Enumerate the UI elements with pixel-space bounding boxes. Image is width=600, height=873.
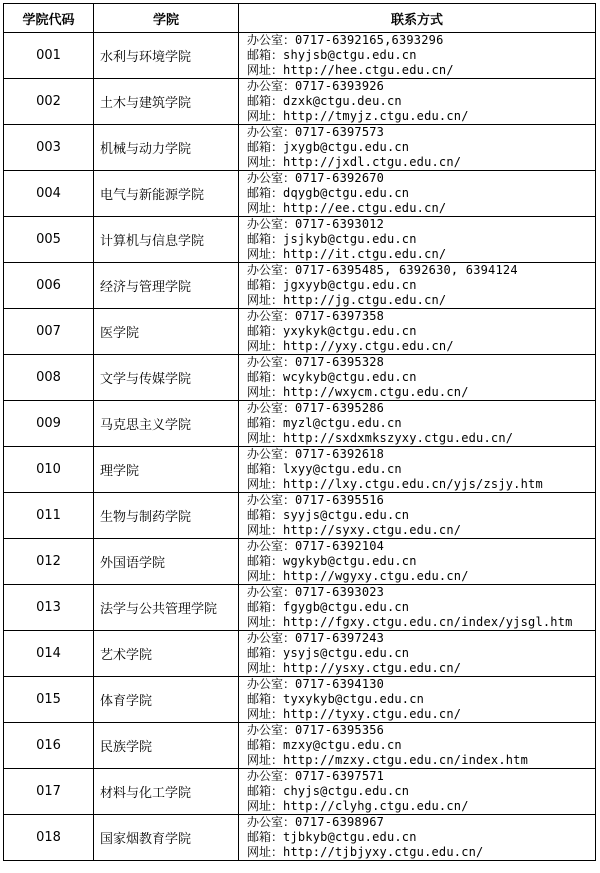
college-code: 003 — [4, 125, 94, 171]
website-label: 网址： — [247, 569, 284, 583]
college-code: 008 — [4, 355, 94, 401]
email-label: 邮箱： — [247, 370, 284, 384]
college-contact-table — [3, 3, 596, 861]
college-name: 国家烟教育学院 — [94, 815, 239, 861]
office-label: 办公室： — [247, 815, 296, 829]
website-label: 网址： — [247, 155, 284, 169]
office-label: 办公室： — [247, 447, 296, 461]
website-link[interactable]: http://tyxy.ctgu.edu.cn/ — [283, 707, 462, 721]
website-link[interactable]: http://syxy.ctgu.edu.cn/ — [283, 523, 462, 537]
email-label: 邮箱： — [247, 416, 284, 430]
college-code: 015 — [4, 677, 94, 723]
office-phone: 0717-6395356 — [295, 723, 385, 737]
email-line — [247, 830, 595, 845]
office-phone: 0717-6397571 — [295, 769, 385, 783]
table-row — [4, 309, 596, 355]
website-link[interactable]: http://fgxy.ctgu.edu.cn/index/yjsgl.htm — [283, 615, 573, 629]
website-label: 网址： — [247, 109, 284, 123]
email-line — [247, 186, 595, 201]
website-link[interactable]: http://sxdxmkszyxy.ctgu.edu.cn/ — [283, 431, 514, 445]
table-row — [4, 171, 596, 217]
college-name: 电气与新能源学院 — [94, 171, 239, 217]
college-name: 机械与动力学院 — [94, 125, 239, 171]
office-label: 办公室： — [247, 631, 296, 645]
college-code: 017 — [4, 769, 94, 815]
office-phone: 0717-6392618 — [295, 447, 385, 461]
college-code: 016 — [4, 723, 94, 769]
email-line — [247, 370, 595, 385]
college-name: 医学院 — [94, 309, 239, 355]
office-phone: 0717-6397243 — [295, 631, 385, 645]
office-label: 办公室： — [247, 217, 296, 231]
office-label: 办公室： — [247, 585, 296, 599]
website-line — [247, 615, 595, 630]
office-phone: 0717-6392165,6393296 — [295, 33, 444, 47]
email-address: mzxy@ctgu.edu.cn — [283, 738, 402, 752]
email-address: syyjs@ctgu.edu.cn — [283, 508, 410, 522]
header-row — [4, 4, 596, 33]
website-label: 网址： — [247, 293, 284, 307]
email-line — [247, 738, 595, 753]
header-code: 学院代码 — [4, 4, 94, 33]
table-row — [4, 79, 596, 125]
college-name: 文学与传媒学院 — [94, 355, 239, 401]
email-address: dzxk@ctgu.deu.cn — [283, 94, 402, 108]
contact-cell — [239, 631, 596, 677]
website-line — [247, 753, 595, 768]
website-link[interactable]: http://mzxy.ctgu.edu.cn/index.htm — [283, 753, 529, 767]
email-line — [247, 48, 595, 63]
email-line — [247, 140, 595, 155]
website-label: 网址： — [247, 707, 284, 721]
college-name: 法学与公共管理学院 — [94, 585, 239, 631]
website-link[interactable]: http://jxdl.ctgu.edu.cn/ — [283, 155, 462, 169]
office-label: 办公室： — [247, 493, 296, 507]
contact-cell — [239, 585, 596, 631]
website-line — [247, 477, 595, 492]
email-label: 邮箱： — [247, 554, 284, 568]
website-line — [247, 293, 595, 308]
college-code: 006 — [4, 263, 94, 309]
website-label: 网址： — [247, 385, 284, 399]
email-address: dqygb@ctgu.edu.cn — [283, 186, 410, 200]
website-link[interactable]: http://yxy.ctgu.edu.cn/ — [283, 339, 454, 353]
contact-cell — [239, 125, 596, 171]
office-line — [247, 585, 595, 600]
office-line — [247, 125, 595, 140]
table-row — [4, 585, 596, 631]
contact-cell — [239, 33, 596, 79]
email-label: 邮箱： — [247, 232, 284, 246]
contact-cell — [239, 677, 596, 723]
email-address: myzl@ctgu.edu.cn — [283, 416, 402, 430]
website-line — [247, 569, 595, 584]
email-label: 邮箱： — [247, 508, 284, 522]
office-phone: 0717-6392670 — [295, 171, 385, 185]
website-label: 网址： — [247, 201, 284, 215]
table-row — [4, 355, 596, 401]
header-college: 学院 — [94, 4, 239, 33]
website-line — [247, 247, 595, 262]
office-line — [247, 263, 595, 278]
college-name: 计算机与信息学院 — [94, 217, 239, 263]
table-row — [4, 539, 596, 585]
contact-cell — [239, 355, 596, 401]
office-phone: 0717-6392104 — [295, 539, 385, 553]
college-name: 体育学院 — [94, 677, 239, 723]
email-address: chyjs@ctgu.edu.cn — [283, 784, 410, 798]
email-label: 邮箱： — [247, 600, 284, 614]
office-line — [247, 79, 595, 94]
table-row — [4, 217, 596, 263]
website-line — [247, 845, 595, 860]
email-address: wcykyb@ctgu.edu.cn — [283, 370, 417, 384]
office-phone: 0717-6394130 — [295, 677, 385, 691]
email-label: 邮箱： — [247, 646, 284, 660]
college-code: 004 — [4, 171, 94, 217]
office-line — [247, 815, 595, 830]
college-name: 材料与化工学院 — [94, 769, 239, 815]
website-line — [247, 155, 595, 170]
office-label: 办公室： — [247, 677, 296, 691]
table-row — [4, 631, 596, 677]
website-line — [247, 707, 595, 722]
website-label: 网址： — [247, 523, 284, 537]
website-line — [247, 385, 595, 400]
website-link[interactable]: http://tmyjz.ctgu.edu.cn/ — [283, 109, 469, 123]
table-row — [4, 125, 596, 171]
email-line — [247, 462, 595, 477]
website-label: 网址： — [247, 247, 284, 261]
website-label: 网址： — [247, 845, 284, 859]
office-line — [247, 677, 595, 692]
website-label: 网址： — [247, 339, 284, 353]
office-line — [247, 447, 595, 462]
college-name: 经济与管理学院 — [94, 263, 239, 309]
contact-cell — [239, 263, 596, 309]
website-line — [247, 339, 595, 354]
email-address: jsjkyb@ctgu.edu.cn — [283, 232, 417, 246]
table-row — [4, 769, 596, 815]
contact-cell — [239, 493, 596, 539]
website-link[interactable]: http://wgyxy.ctgu.edu.cn/ — [283, 569, 469, 583]
table-row — [4, 263, 596, 309]
table-body — [4, 33, 596, 861]
college-name: 水利与环境学院 — [94, 33, 239, 79]
email-label: 邮箱： — [247, 462, 284, 476]
email-line — [247, 600, 595, 615]
email-line — [247, 278, 595, 293]
college-name: 外国语学院 — [94, 539, 239, 585]
college-code: 005 — [4, 217, 94, 263]
email-label: 邮箱： — [247, 324, 284, 338]
contact-cell — [239, 401, 596, 447]
office-phone: 0717-6395516 — [295, 493, 385, 507]
office-label: 办公室： — [247, 125, 296, 139]
website-label: 网址： — [247, 63, 284, 77]
website-link[interactable]: http://wxycm.ctgu.edu.cn/ — [283, 385, 469, 399]
office-label: 办公室： — [247, 539, 296, 553]
office-phone: 0717-6395485, 6392630, 6394124 — [295, 263, 518, 277]
email-line — [247, 646, 595, 661]
college-code: 012 — [4, 539, 94, 585]
college-code: 001 — [4, 33, 94, 79]
email-address: fgygb@ctgu.edu.cn — [283, 600, 410, 614]
college-code: 018 — [4, 815, 94, 861]
email-address: jgxyyb@ctgu.edu.cn — [283, 278, 417, 292]
website-line — [247, 63, 595, 78]
website-line — [247, 661, 595, 676]
college-name: 马克思主义学院 — [94, 401, 239, 447]
college-code: 002 — [4, 79, 94, 125]
office-phone: 0717-6395286 — [295, 401, 385, 415]
website-line — [247, 799, 595, 814]
email-address: lxyy@ctgu.edu.cn — [283, 462, 402, 476]
email-address: jxygb@ctgu.edu.cn — [283, 140, 410, 154]
office-phone: 0717-6397358 — [295, 309, 385, 323]
email-address: wgykyb@ctgu.edu.cn — [283, 554, 417, 568]
college-code: 013 — [4, 585, 94, 631]
header-contact: 联系方式 — [239, 4, 596, 33]
office-line — [247, 309, 595, 324]
email-label: 邮箱： — [247, 278, 284, 292]
office-line — [247, 355, 595, 370]
email-label: 邮箱： — [247, 48, 284, 62]
contact-cell — [239, 447, 596, 493]
office-label: 办公室： — [247, 309, 296, 323]
college-code: 011 — [4, 493, 94, 539]
website-link[interactable]: http://hee.ctgu.edu.cn/ — [283, 63, 454, 77]
email-label: 邮箱： — [247, 94, 284, 108]
email-label: 邮箱： — [247, 140, 284, 154]
website-line — [247, 109, 595, 124]
office-line — [247, 401, 595, 416]
office-label: 办公室： — [247, 263, 296, 277]
college-name: 艺术学院 — [94, 631, 239, 677]
table-row — [4, 723, 596, 769]
office-line — [247, 769, 595, 784]
website-line — [247, 201, 595, 216]
office-line — [247, 33, 595, 48]
office-line — [247, 539, 595, 554]
email-label: 邮箱： — [247, 186, 284, 200]
email-address: ysyjs@ctgu.edu.cn — [283, 646, 410, 660]
contact-cell — [239, 79, 596, 125]
website-label: 网址： — [247, 753, 284, 767]
website-link[interactable]: http://clyhg.ctgu.edu.cn/ — [283, 799, 469, 813]
website-link[interactable]: http://ysxy.ctgu.edu.cn/ — [283, 661, 462, 675]
website-label: 网址： — [247, 615, 284, 629]
college-name: 土木与建筑学院 — [94, 79, 239, 125]
table-row — [4, 33, 596, 79]
college-name: 理学院 — [94, 447, 239, 493]
email-label: 邮箱： — [247, 830, 284, 844]
office-label: 办公室： — [247, 723, 296, 737]
table-row — [4, 493, 596, 539]
website-label: 网址： — [247, 799, 284, 813]
college-name: 生物与制药学院 — [94, 493, 239, 539]
office-label: 办公室： — [247, 171, 296, 185]
website-label: 网址： — [247, 661, 284, 675]
college-code: 014 — [4, 631, 94, 677]
website-link[interactable]: http://it.ctgu.edu.cn/ — [283, 247, 447, 261]
email-label: 邮箱： — [247, 784, 284, 798]
college-code: 007 — [4, 309, 94, 355]
office-phone: 0717-6397573 — [295, 125, 385, 139]
email-address: tyxykyb@ctgu.edu.cn — [283, 692, 425, 706]
table-row — [4, 401, 596, 447]
office-label: 办公室： — [247, 355, 296, 369]
email-label: 邮箱： — [247, 692, 284, 706]
contact-cell — [239, 309, 596, 355]
website-link[interactable]: http://jg.ctgu.edu.cn/ — [283, 293, 447, 307]
website-label: 网址： — [247, 431, 284, 445]
table-row — [4, 677, 596, 723]
office-label: 办公室： — [247, 401, 296, 415]
office-label: 办公室： — [247, 33, 296, 47]
office-line — [247, 217, 595, 232]
email-label: 邮箱： — [247, 738, 284, 752]
email-line — [247, 232, 595, 247]
email-line — [247, 416, 595, 431]
office-label: 办公室： — [247, 79, 296, 93]
office-phone: 0717-6393926 — [295, 79, 385, 93]
college-code: 010 — [4, 447, 94, 493]
website-link[interactable]: http://ee.ctgu.edu.cn/ — [283, 201, 447, 215]
email-line — [247, 324, 595, 339]
contact-cell — [239, 217, 596, 263]
contact-cell — [239, 539, 596, 585]
college-code: 009 — [4, 401, 94, 447]
website-link[interactable]: http://lxy.ctgu.edu.cn/yjs/zsjy.htm — [283, 477, 543, 491]
table-row — [4, 447, 596, 493]
table-row — [4, 815, 596, 861]
website-label: 网址： — [247, 477, 284, 491]
email-line — [247, 692, 595, 707]
email-address: yxykyk@ctgu.edu.cn — [283, 324, 417, 338]
office-phone: 0717-6395328 — [295, 355, 385, 369]
website-line — [247, 431, 595, 446]
email-address: shyjsb@ctgu.edu.cn — [283, 48, 417, 62]
email-line — [247, 554, 595, 569]
office-phone: 0717-6393023 — [295, 585, 385, 599]
office-line — [247, 723, 595, 738]
college-name: 民族学院 — [94, 723, 239, 769]
contact-cell — [239, 815, 596, 861]
contact-cell — [239, 769, 596, 815]
email-line — [247, 508, 595, 523]
office-phone: 0717-6398967 — [295, 815, 385, 829]
contact-cell — [239, 723, 596, 769]
office-line — [247, 631, 595, 646]
email-address: tjbkyb@ctgu.edu.cn — [283, 830, 417, 844]
office-label: 办公室： — [247, 769, 296, 783]
office-phone: 0717-6393012 — [295, 217, 385, 231]
email-line — [247, 784, 595, 799]
contact-cell — [239, 171, 596, 217]
office-line — [247, 493, 595, 508]
office-line — [247, 171, 595, 186]
email-line — [247, 94, 595, 109]
website-line — [247, 523, 595, 538]
website-link[interactable]: http://tjbjyxy.ctgu.edu.cn/ — [283, 845, 484, 859]
